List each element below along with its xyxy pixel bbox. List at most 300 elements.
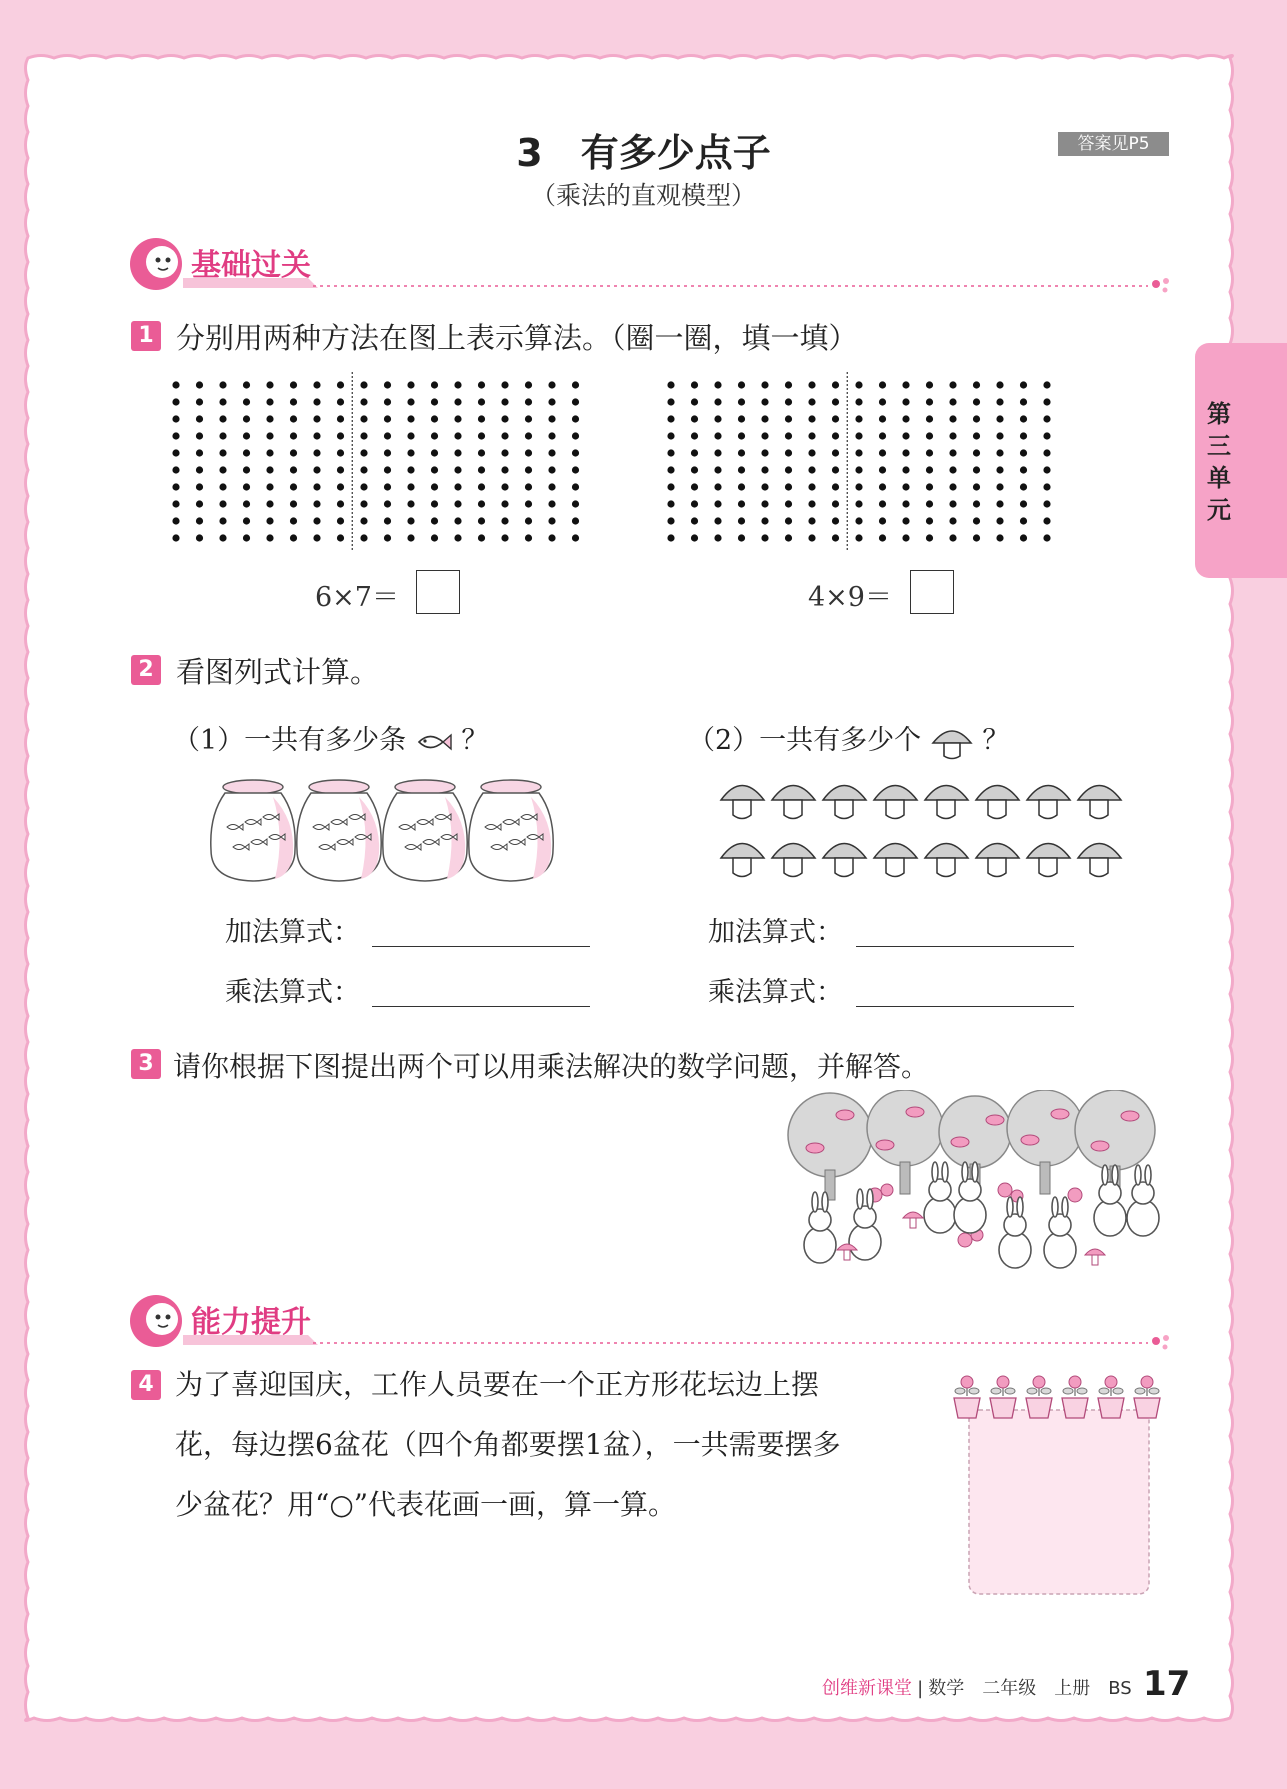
grid-dot — [548, 466, 555, 473]
grid-dot — [548, 449, 555, 456]
grid-dot — [431, 517, 438, 524]
grid-dot — [902, 517, 909, 524]
grid-dot — [196, 398, 203, 405]
grid-dot — [290, 500, 297, 507]
grid-dot — [337, 381, 344, 388]
fish-jars-illustration — [205, 775, 605, 890]
grid-dot — [926, 449, 933, 456]
grid-dot — [1020, 449, 1027, 456]
answer-reference-badge: 答案见P5 — [1058, 132, 1169, 156]
grid-dot — [454, 449, 461, 456]
grid-dot — [902, 381, 909, 388]
grid-dot — [855, 483, 862, 490]
answer-box-right[interactable] — [910, 570, 954, 614]
fish-jar — [469, 780, 553, 881]
grid-dot — [548, 432, 555, 439]
grid-dot — [243, 449, 250, 456]
grid-dot — [996, 517, 1003, 524]
grid-dot — [572, 381, 579, 388]
grid-dot — [1043, 534, 1050, 541]
mushroom — [772, 844, 815, 877]
question-number-2: 2 — [131, 655, 161, 685]
grid-dot — [196, 534, 203, 541]
grid-dot — [525, 449, 532, 456]
grid-dot — [714, 500, 721, 507]
grid-dot — [996, 466, 1003, 473]
grid-dot — [949, 449, 956, 456]
grid-dot — [360, 483, 367, 490]
mushroom — [925, 844, 968, 877]
lesson-subtitle: （乘法的直观模型） — [530, 181, 756, 210]
grid-dot — [525, 534, 532, 541]
grid-dot — [761, 432, 768, 439]
grid-dot — [572, 415, 579, 422]
mushrooms-illustration — [718, 775, 1130, 895]
grid-dot — [761, 534, 768, 541]
grid-dot — [785, 381, 792, 388]
flower-pot — [1098, 1376, 1124, 1418]
grid-dot — [525, 398, 532, 405]
mushroom — [874, 786, 917, 819]
q2-sub2-addition-label: 加法算式： — [708, 917, 843, 948]
grid-dot — [996, 483, 1003, 490]
grid-dot — [785, 534, 792, 541]
grid-dot — [832, 517, 839, 524]
grid-dot — [172, 466, 179, 473]
grid-dot — [949, 381, 956, 388]
grid-dot — [572, 432, 579, 439]
grid-dot — [902, 466, 909, 473]
mushroom — [1027, 786, 1070, 819]
grid-dot — [691, 466, 698, 473]
grid-dot — [172, 398, 179, 405]
grid-dot — [926, 534, 933, 541]
fish-jar — [297, 780, 381, 881]
grid-dot — [407, 432, 414, 439]
grid-dot — [384, 398, 391, 405]
grid-dot — [973, 534, 980, 541]
grid-dot — [761, 449, 768, 456]
grid-dot — [902, 500, 909, 507]
grid-dot — [384, 500, 391, 507]
grid-dot — [738, 534, 745, 541]
grid-dot — [832, 449, 839, 456]
grid-dot — [1020, 534, 1027, 541]
grid-dot — [196, 466, 203, 473]
grid-dot — [973, 432, 980, 439]
dot-grid-left — [160, 370, 620, 555]
grid-dot — [431, 483, 438, 490]
flower-pot — [1062, 1376, 1088, 1418]
grid-dot — [902, 398, 909, 405]
mushroom — [1027, 844, 1070, 877]
grid-dot — [667, 398, 674, 405]
fish-icon — [415, 731, 453, 753]
grid-dot — [337, 466, 344, 473]
flower-pot — [954, 1376, 980, 1418]
grid-dot — [478, 449, 485, 456]
grid-dot — [973, 415, 980, 422]
grid-dot — [501, 398, 508, 405]
grid-dot — [290, 534, 297, 541]
q2-sub2-multiplication-label: 乘法算式： — [708, 977, 843, 1008]
grid-dot — [785, 415, 792, 422]
grid-dot — [196, 432, 203, 439]
grid-dot — [879, 381, 886, 388]
grid-dot — [691, 449, 698, 456]
grid-dot — [525, 500, 532, 507]
grid-dot — [266, 500, 273, 507]
grid-dot — [384, 449, 391, 456]
grid-dot — [949, 398, 956, 405]
grid-dot — [548, 381, 555, 388]
grid-dot — [1020, 432, 1027, 439]
grid-dot — [525, 415, 532, 422]
grid-dot — [973, 466, 980, 473]
grid-dot — [219, 449, 226, 456]
grid-dot — [454, 483, 461, 490]
grid-dot — [1043, 415, 1050, 422]
section-title-basic: 基础过关 — [191, 248, 311, 283]
grid-dot — [290, 483, 297, 490]
equation-left: 6×7＝ — [315, 582, 399, 613]
q2-sub1-prompt — [173, 718, 488, 757]
grid-dot — [738, 432, 745, 439]
grid-dot — [691, 517, 698, 524]
grid-dot — [243, 534, 250, 541]
grid-dot — [855, 534, 862, 541]
grid-dot — [431, 432, 438, 439]
grid-dot — [407, 483, 414, 490]
grid-dot — [384, 534, 391, 541]
grid-dot — [313, 415, 320, 422]
mushroom — [874, 844, 917, 877]
q2-sub1-prompt-text: （1）一共有多少条 — [173, 725, 407, 756]
grid-dot — [691, 534, 698, 541]
grid-dot — [290, 415, 297, 422]
drawing-area[interactable] — [969, 1410, 1149, 1594]
forest-rabbits-illustration — [775, 1090, 1175, 1270]
grid-dot — [290, 398, 297, 405]
mushroom — [925, 786, 968, 819]
grid-dot — [478, 517, 485, 524]
grid-dot — [808, 381, 815, 388]
grid-dot — [855, 432, 862, 439]
grid-dot — [384, 432, 391, 439]
grid-dot — [196, 415, 203, 422]
grid-dot — [431, 466, 438, 473]
grid-dot — [667, 432, 674, 439]
grid-dot — [1020, 398, 1027, 405]
grid-dot — [266, 483, 273, 490]
grid-dot — [761, 466, 768, 473]
grid-dot — [879, 432, 886, 439]
grid-dot — [501, 415, 508, 422]
grid-dot — [691, 415, 698, 422]
section-title-advanced: 能力提升 — [191, 1305, 311, 1340]
grid-dot — [808, 483, 815, 490]
grid-dot — [738, 449, 745, 456]
grid-dot — [808, 466, 815, 473]
flower-pot — [990, 1376, 1016, 1418]
grid-dot — [478, 500, 485, 507]
grid-dot — [407, 466, 414, 473]
grid-dot — [926, 483, 933, 490]
grid-dot — [1043, 398, 1050, 405]
grid-dot — [454, 534, 461, 541]
grid-dot — [196, 381, 203, 388]
grid-dot — [855, 381, 862, 388]
grid-dot — [266, 449, 273, 456]
grid-dot — [266, 381, 273, 388]
grid-dot — [548, 517, 555, 524]
q2-sub2-addition-answer-line[interactable] — [856, 946, 1074, 947]
grid-dot — [454, 398, 461, 405]
grid-dot — [1043, 381, 1050, 388]
grid-dot — [738, 398, 745, 405]
grid-dot — [407, 517, 414, 524]
grid-dot — [313, 466, 320, 473]
grid-dot — [501, 466, 508, 473]
grid-dot — [337, 415, 344, 422]
grid-dot — [290, 517, 297, 524]
grid-dot — [1043, 483, 1050, 490]
grid-dot — [431, 398, 438, 405]
grid-dot — [996, 500, 1003, 507]
mascot-icon — [130, 238, 182, 290]
grid-dot — [313, 449, 320, 456]
grid-dot — [266, 415, 273, 422]
grid-dot — [172, 517, 179, 524]
footer-separator: | — [917, 1678, 924, 1699]
grid-dot — [949, 517, 956, 524]
grid-dot — [691, 483, 698, 490]
grid-dot — [454, 381, 461, 388]
q2-sub1-addition-answer-line[interactable] — [372, 946, 590, 947]
grid-dot — [785, 449, 792, 456]
grid-dot — [902, 534, 909, 541]
grid-dot — [714, 517, 721, 524]
grid-dot — [454, 517, 461, 524]
grid-dot — [667, 483, 674, 490]
grid-dot — [431, 500, 438, 507]
grid-dot — [738, 466, 745, 473]
q2-sub1-multiplication-answer-line[interactable] — [372, 1006, 590, 1007]
grid-dot — [266, 432, 273, 439]
mushroom — [772, 786, 815, 819]
grid-dot — [738, 415, 745, 422]
grid-dot — [996, 398, 1003, 405]
grid-dot — [266, 398, 273, 405]
grid-dot — [714, 381, 721, 388]
grid-dot — [478, 415, 485, 422]
dot-grid-right — [655, 370, 1115, 555]
grid-dot — [172, 449, 179, 456]
grid-dot — [266, 517, 273, 524]
grid-dot — [808, 534, 815, 541]
fish-jar — [211, 780, 295, 881]
mushroom — [1078, 844, 1121, 877]
grid-dot — [172, 381, 179, 388]
grid-dot — [926, 517, 933, 524]
grid-dot — [548, 483, 555, 490]
grid-dot — [407, 449, 414, 456]
grid-dot — [973, 517, 980, 524]
grid-dot — [243, 483, 250, 490]
question-4-line-2: 花，每边摆6盆花（四个角都要摆1盆），一共需要摆多 — [175, 1428, 841, 1461]
footer-brand: 创维新课堂 — [822, 1678, 912, 1699]
grid-dot — [973, 398, 980, 405]
grid-dot — [761, 500, 768, 507]
answer-box-left[interactable] — [416, 570, 460, 614]
grid-dot — [691, 381, 698, 388]
grid-dot — [832, 398, 839, 405]
mushroom — [1078, 786, 1121, 819]
grid-dot — [785, 466, 792, 473]
grid-dot — [926, 432, 933, 439]
grid-dot — [219, 381, 226, 388]
grid-dot — [949, 415, 956, 422]
grid-dot — [996, 534, 1003, 541]
grid-dot — [855, 415, 862, 422]
grid-dot — [761, 483, 768, 490]
grid-dot — [243, 500, 250, 507]
grid-dot — [501, 517, 508, 524]
grid-dot — [454, 432, 461, 439]
grid-dot — [808, 415, 815, 422]
grid-dot — [501, 449, 508, 456]
grid-dot — [832, 381, 839, 388]
grid-dot — [384, 415, 391, 422]
grid-dot — [1043, 432, 1050, 439]
mushroom — [721, 844, 764, 877]
grid-dot — [360, 517, 367, 524]
grid-dot — [926, 415, 933, 422]
grid-dot — [1043, 517, 1050, 524]
grid-dot — [879, 517, 886, 524]
grid-dot — [832, 534, 839, 541]
unit-side-tab-label: 第三单元 — [1207, 400, 1231, 524]
grid-dot — [785, 483, 792, 490]
grid-dot — [337, 534, 344, 541]
grid-dot — [996, 415, 1003, 422]
grid-dot — [360, 500, 367, 507]
grid-dot — [337, 517, 344, 524]
grid-dot — [738, 381, 745, 388]
grid-dot — [431, 415, 438, 422]
grid-dot — [266, 534, 273, 541]
grid-dot — [360, 466, 367, 473]
question-number-4: 4 — [131, 1370, 161, 1400]
grid-dot — [973, 483, 980, 490]
grid-dot — [313, 432, 320, 439]
grid-dot — [384, 381, 391, 388]
grid-dot — [219, 432, 226, 439]
mushroom — [976, 786, 1019, 819]
grid-dot — [949, 534, 956, 541]
grid-dot — [219, 534, 226, 541]
grid-dot — [478, 534, 485, 541]
grid-dot — [290, 449, 297, 456]
grid-dot — [926, 500, 933, 507]
grid-dot — [572, 500, 579, 507]
grid-dot — [431, 381, 438, 388]
grid-dot — [572, 517, 579, 524]
question-number-1: 1 — [131, 321, 161, 351]
grid-dot — [478, 398, 485, 405]
grid-dot — [1020, 517, 1027, 524]
flowerbed-answer-area — [945, 1372, 1175, 1597]
q2-sub2-prompt-text: （2）一共有多少个 — [688, 725, 922, 756]
grid-dot — [879, 398, 886, 405]
grid-dot — [384, 466, 391, 473]
q2-sub2-multiplication-answer-line[interactable] — [856, 1006, 1074, 1007]
grid-dot — [691, 398, 698, 405]
flower-pot — [1026, 1376, 1052, 1418]
grid-dot — [714, 398, 721, 405]
page-number: 17 — [1143, 1664, 1191, 1704]
grid-dot — [832, 466, 839, 473]
grid-dot — [949, 500, 956, 507]
mushroom-icon — [930, 723, 974, 761]
rabbits — [804, 1162, 1159, 1268]
grid-dot — [785, 398, 792, 405]
grid-dot — [1020, 415, 1027, 422]
grid-dot — [879, 500, 886, 507]
grid-dot — [243, 381, 250, 388]
grid-dot — [667, 466, 674, 473]
grid-dot — [879, 449, 886, 456]
grid-dot — [431, 534, 438, 541]
grid-dot — [996, 381, 1003, 388]
grid-dot — [667, 415, 674, 422]
grid-dot — [902, 483, 909, 490]
grid-dot — [879, 483, 886, 490]
grid-dot — [949, 432, 956, 439]
grid-dot — [196, 449, 203, 456]
grid-dot — [501, 483, 508, 490]
grid-dot — [407, 398, 414, 405]
q2-sub2-prompt — [688, 718, 1009, 761]
grid-dot — [172, 483, 179, 490]
fish-jar — [383, 780, 467, 881]
q2-sub1-prompt-end: ？ — [461, 725, 489, 756]
grid-dot — [407, 534, 414, 541]
lesson-title: 3 有多少点子 — [516, 131, 771, 175]
grid-dot — [879, 415, 886, 422]
grid-dot — [454, 415, 461, 422]
question-4-line-1: 为了喜迎国庆，工作人员要在一个正方形花坛边上摆 — [175, 1368, 820, 1401]
grid-dot — [855, 517, 862, 524]
grid-dot — [761, 415, 768, 422]
grid-dot — [525, 466, 532, 473]
grid-dot — [785, 500, 792, 507]
grid-dot — [196, 500, 203, 507]
grid-dot — [855, 500, 862, 507]
grid-dot — [219, 500, 226, 507]
grid-dot — [902, 432, 909, 439]
q2-sub2-prompt-end: ？ — [982, 725, 1010, 756]
question-number-3: 3 — [131, 1049, 161, 1079]
grid-dot — [337, 449, 344, 456]
grid-dot — [525, 381, 532, 388]
grid-dot — [337, 483, 344, 490]
grid-dot — [478, 466, 485, 473]
grid-dot — [360, 415, 367, 422]
grid-dot — [360, 398, 367, 405]
grid-dot — [337, 500, 344, 507]
grid-dot — [290, 381, 297, 388]
